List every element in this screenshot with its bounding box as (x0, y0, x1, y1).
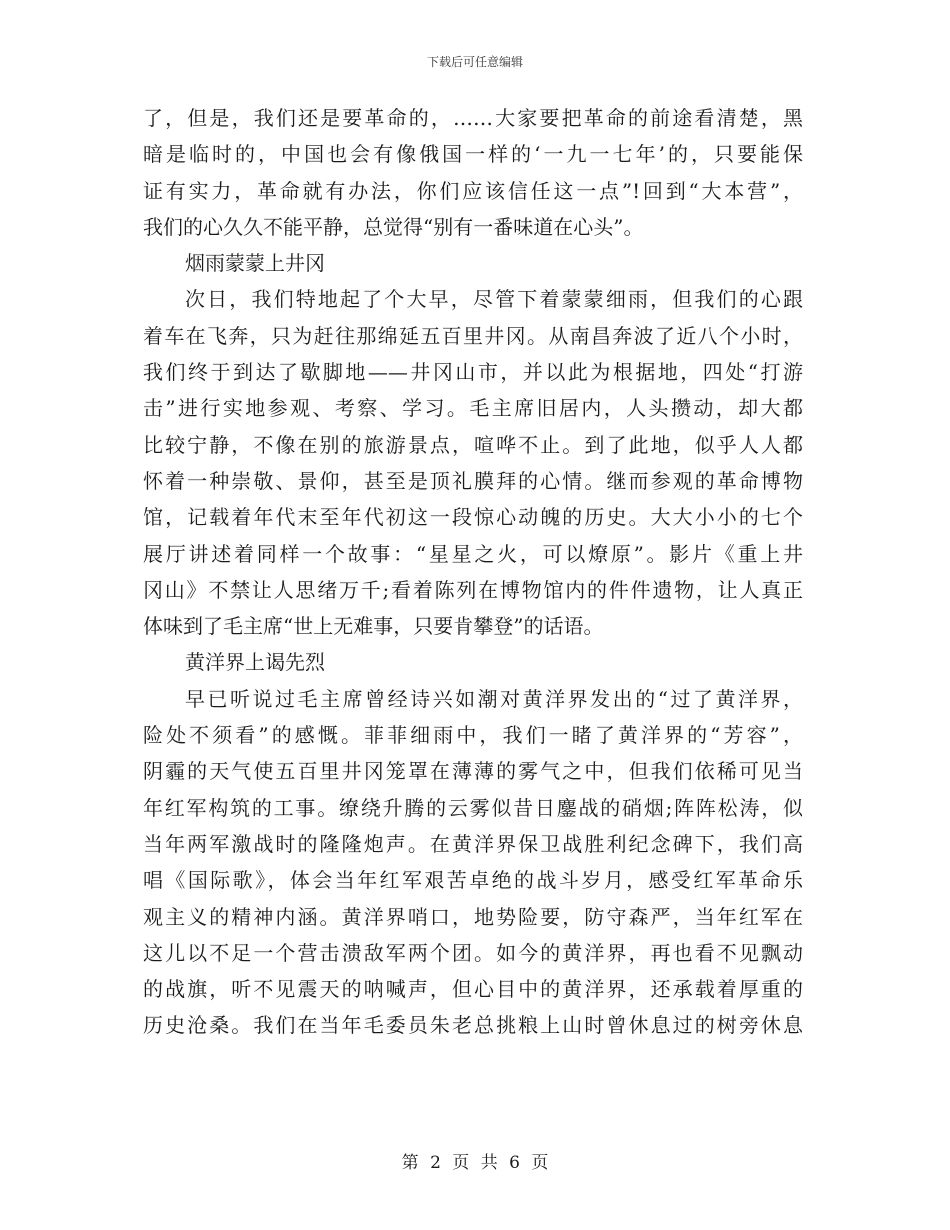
text-line: 阴霾的天气使五百里井冈笼罩在薄薄的雾气之中，但我们依稀可见当 (143, 759, 803, 784)
page-footer: 第 2 页 共 6 页 (401, 1153, 549, 1173)
text-line: 冈山》不禁让人思绪万千;看着陈列在博物馆内的件件遗物，让人真正 (143, 577, 803, 602)
text-line: 了，但是，我们还是要革命的，……大家要把革命的前途看清楚，黑 (143, 106, 803, 130)
text-line: 比较宁静，不像在别的旅游景点，喧哗不止。到了此地，似乎人人都 (143, 432, 803, 457)
text-line: 展厅讲述着同样一个故事：“星星之火，可以燎原”。影片《重上井 (143, 541, 803, 566)
text-line: 唱《国际歌》，体会当年红军艰苦卓绝的战斗岁月，感受红军革命乐 (143, 868, 803, 893)
text-line: 的战旗，听不见震天的呐喊声，但心目中的黄洋界，还承载着厚重的 (143, 977, 803, 1002)
text-line: 体味到了毛主席“世上无难事，只要肯攀登”的话语。 (143, 614, 604, 639)
text-line: 证有实力，革命就有办法，你们应该信任这一点”!回到“大本营”， (143, 178, 803, 203)
document-body (143, 100, 803, 1044)
paragraph-first-line: 次日，我们特地起了个大早，尽管下着蒙蒙细雨，但我们的心跟 (185, 287, 803, 312)
paragraph-first-line: 早已听说过毛主席曾经诗兴如潮对黄洋界发出的“过了黄洋界， (185, 686, 803, 711)
text-line: 暗是临时的，中国也会有像俄国一样的‘一九一七年’的，只要能保 (143, 142, 803, 167)
page-header: 下载后可任意编辑 (426, 55, 523, 69)
text-line: 险处不须看”的感慨。菲菲细雨中，我们一睹了黄洋界的“芳容”， (143, 723, 803, 748)
text-line: 着车在飞奔，只为赶往那绵延五百里井冈。从南昌奔波了近八个小时， (143, 323, 803, 348)
text-line: 这儿以不足一个营击溃敌军两个团。如今的黄洋界，再也看不见飘动 (143, 940, 803, 965)
text-line: 我们的心久久不能平静，总觉得“别有一番味道在心头”。 (143, 214, 644, 239)
section-heading: 黄洋界上谒先烈 (185, 650, 325, 675)
text-line: 历史沧桑。我们在当年毛委员朱老总挑粮上山时曾休息过的树旁休息 (143, 1013, 803, 1038)
text-line: 击”进行实地参观、考察、学习。毛主席旧居内，人头攒动，却大都 (143, 396, 803, 421)
text-line: 馆，记载着年代末至年代初这一段惊心动魄的历史。大大小小的七个 (143, 505, 803, 530)
text-line: 怀着一种崇敬、景仰，甚至是顶礼膜拜的心情。继而参观的革命博物 (143, 468, 803, 493)
text-line: 当年两军激战时的隆隆炮声。在黄洋界保卫战胜利纪念碑下，我们高 (143, 831, 803, 856)
text-line: 我们终于到达了歇脚地——井冈山市，并以此为根据地，四处“打游 (143, 360, 803, 385)
text-line: 年红军构筑的工事。缭绕升腾的云雾似昔日鏖战的硝烟;阵阵松涛，似 (143, 795, 803, 820)
section-heading: 烟雨蒙蒙上井冈 (185, 251, 325, 276)
text-line: 观主义的精神内涵。黄洋界哨口，地势险要，防守森严，当年红军在 (143, 904, 803, 929)
